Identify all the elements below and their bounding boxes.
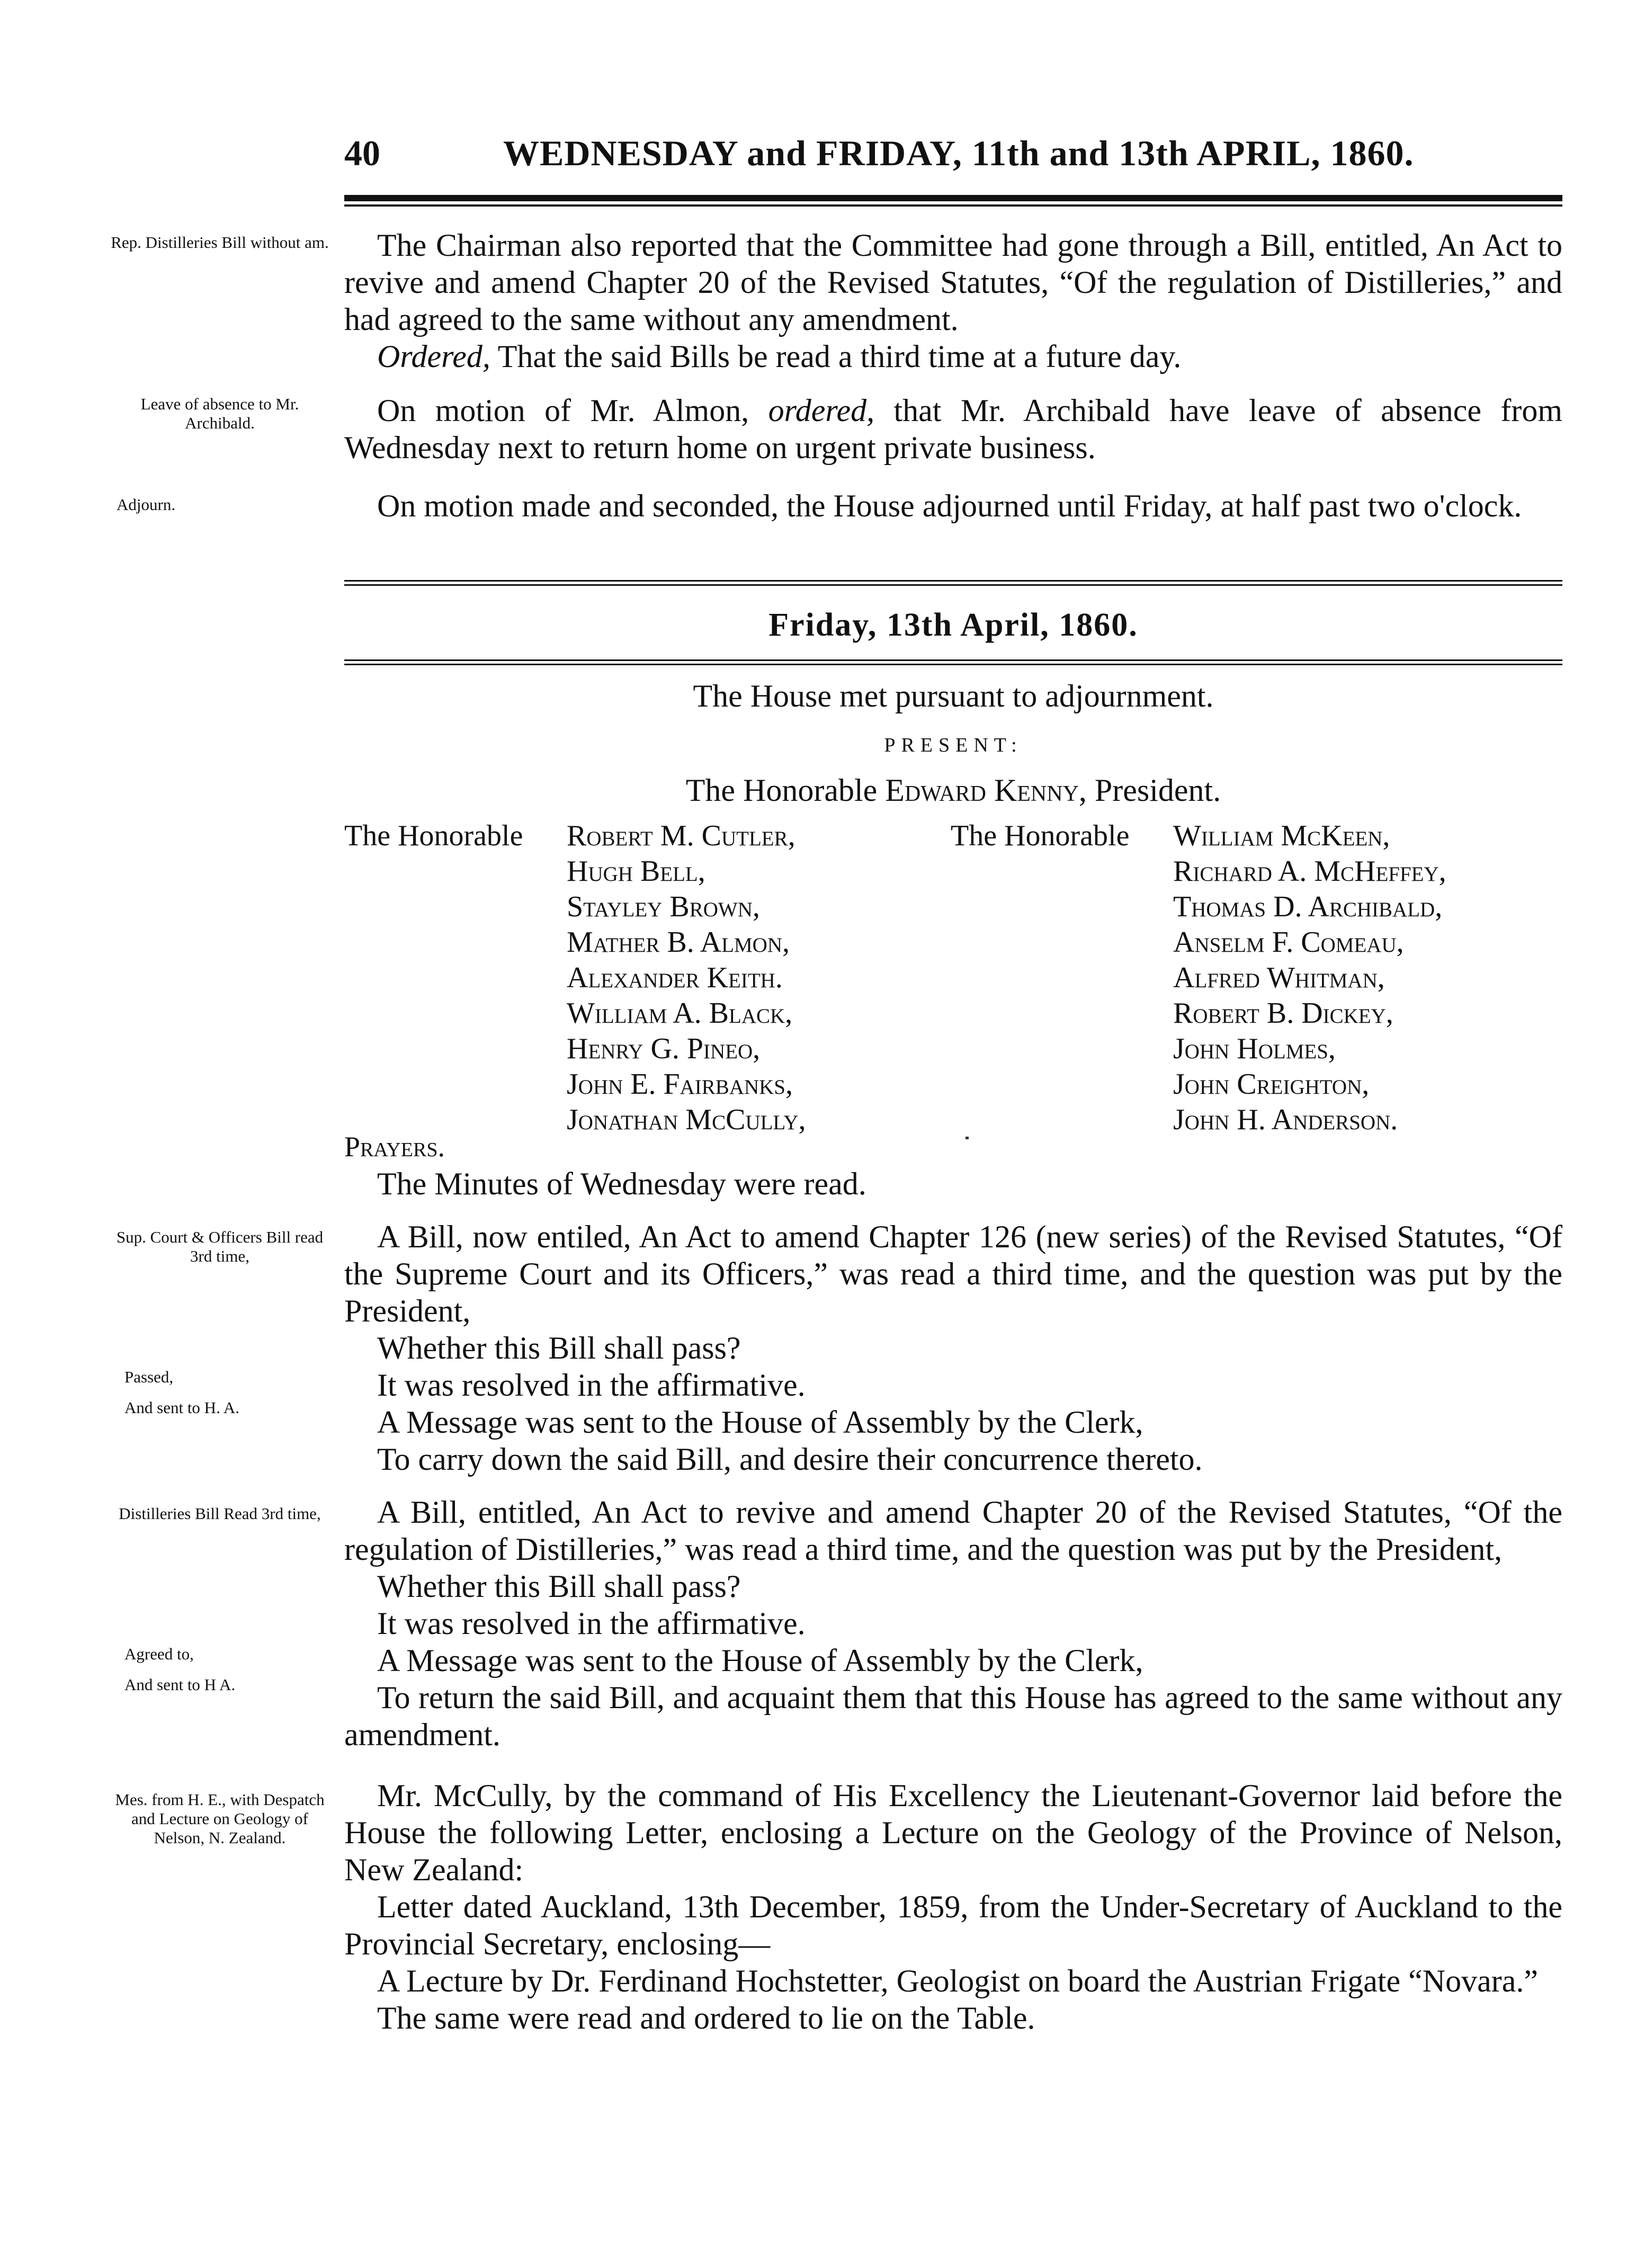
member-name: John E. Fairbanks, [567,1068,793,1101]
member-name: Mather B. Almon, [567,926,790,959]
members-left-column [567,818,806,1138]
present-label: PRESENT: [884,734,1023,756]
return-bill-line: To return the said Bill, and acquaint them that this House has agreed to the same without any amendment. [344,1680,1562,1752]
lecture-paragraph: A Lecture by Dr. Ferdinand Hochstetter, Geologist on board the Austrian Frigate “Novara.” [377,1963,1538,1998]
margin-note-sent-ha-2: And sent to H A. [124,1675,236,1694]
member-name: Jonathan McCully, [567,1103,806,1136]
section-rule-bottom-1 [344,659,1562,661]
margin-note-distilleries: Distilleries Bill Read 3rd time, [119,1504,321,1523]
adjourn-paragraph: On motion made and seconded, the House adjourned until Friday, at half past two o'clock. [377,488,1522,523]
members-right-column [1173,818,1446,1138]
resolved-line: It was resolved in the affirmative. [377,1368,806,1403]
message-paragraph: Mr. McCully, by the command of His Excellency the Lieutenant-Governor laid before the House the following Letter, enclosing a Lecture on the Geology of the Province of Nelson, New Zealand: [344,1778,1562,1887]
running-header [344,132,1562,185]
margin-note-supreme-court: Sup. Court & Officers Bill read 3rd time, [116,1228,324,1265]
member-name: Alfred Whitman, [1173,961,1385,994]
member-name: John Holmes, [1173,1032,1336,1065]
margin-note-geology: Mes. from H. E., with Despatch and Lecture on Geology of Nelson, N. Zealand. [115,1790,325,1847]
table-line: The same were read and ordered to lie on the Table. [377,2001,1035,2035]
leave-text-b: that Mr. Archibald have leave of absence from Wednesday next to return home on urgent private business. [344,393,1562,465]
supreme-court-section [344,1218,1562,1478]
leave-text-a: On motion of Mr. Almon, [377,393,768,428]
supreme-court-paragraph: A Bill, now entiled, An Act to amend Chapter 126 (new series) of the Revised Statutes, “Of the Supreme Court and its Officers,” was read a third time, and the question was put by the President, [344,1219,1562,1328]
margin-note-sent-ha-1: And sent to H. A. [124,1398,239,1417]
prayers: Prayers. [344,1131,445,1163]
section-rule-top-1 [344,580,1562,582]
message-section [344,1777,1562,2037]
member-name: Alexander Keith. [567,961,783,994]
report-section [344,227,1562,375]
ordered-paragraph [344,338,1562,375]
member-name: Richard A. McHeffey, [1173,855,1446,888]
margin-note-report: Rep. Distilleries Bill without am. [111,233,329,252]
member-name: Robert B. Dickey, [1173,997,1393,1030]
letter-paragraph: Letter dated Auckland, 13th December, 1859, from the Under-Secretary of Auckland to the Provincial Secretary, enclosing— [344,1889,1562,1961]
member-name: William McKeen, [1173,819,1390,852]
margin-note-agreed: Agreed to, [124,1645,194,1663]
margin-note-leave: Leave of absence to Mr. Archibald. [140,395,299,432]
question-line: Whether this Bill shall pass? [377,1331,741,1365]
minutes-paragraph: The Minutes of Wednesday were read. [377,1166,866,1201]
ordered-text: That the said Bills be read a third time at a future day. [490,339,1182,374]
president-prefix: The Honorable [685,773,886,808]
house-met: The House met pursuant to adjournment. [693,678,1214,713]
distilleries-paragraph: A Bill, entitled, An Act to revive and amend Chapter 20 of the Revised Statutes, “Of the regulation of Distilleries,” was read a third time, and the question was put by the President, [344,1495,1562,1567]
member-name: Thomas D. Archibald, [1173,890,1443,923]
carry-down-line: To carry down the said Bill, and desire their concurrence thereto. [377,1442,1203,1477]
section-rule-bottom-2 [344,664,1562,665]
header-rule-thin [344,204,1562,207]
minutes-read [344,1165,1562,1202]
member-name: John Creighton, [1173,1068,1370,1101]
margin-note-adjourn: Adjourn. [117,495,176,514]
ordered-word: Ordered, [377,339,490,374]
question-line: Whether this Bill shall pass? [377,1569,741,1604]
member-name: Stayley Brown, [567,890,760,923]
honorable-label-right: The Honorable [951,819,1130,852]
leave-paragraph [344,392,1562,466]
report-paragraph: The Chairman also reported that the Committee had gone through a Bill, entitled, An Act to revive and amend Chapter 20 of the Revised Statutes, “Of the regulation of Distilleries,” and had agreed to the same without any amendment. [344,228,1562,337]
president-name: Edward Kenny [885,773,1079,808]
page-number: 40 [344,133,380,173]
header-title: WEDNESDAY and FRIDAY, 11th and 13th APRIL, 1860. [503,133,1414,173]
header-rule-thick [344,195,1562,201]
member-name: Anselm F. Comeau, [1173,926,1404,959]
member-name: Hugh Bell, [567,855,705,888]
message-sent-line: A Message was sent to the House of Assembly by the Clerk, [377,1405,1143,1440]
margin-note-passed: Passed, [124,1368,174,1386]
friday-heading: Friday, 13th April, 1860. [768,607,1138,643]
member-name: John H. Anderson. [1173,1103,1398,1136]
honorable-label-left: The Honorable [344,819,523,852]
member-name: William A. Black, [567,997,793,1030]
leave-section [344,392,1562,466]
distilleries-section [344,1494,1562,1753]
resolved-line: It was resolved in the affirmative. [377,1606,806,1641]
section-rule-top-2 [344,584,1562,586]
leave-ordered-word: ordered, [768,393,875,428]
member-name: Robert M. Cutler, [567,819,795,852]
stray-mark [965,1137,969,1139]
message-sent-line: A Message was sent to the House of Assembly by the Clerk, [377,1643,1143,1678]
member-name: Henry G. Pineo, [567,1032,761,1065]
president-suffix: , President. [1078,773,1221,808]
president-line [344,772,1562,809]
adjourn-section [344,487,1562,524]
